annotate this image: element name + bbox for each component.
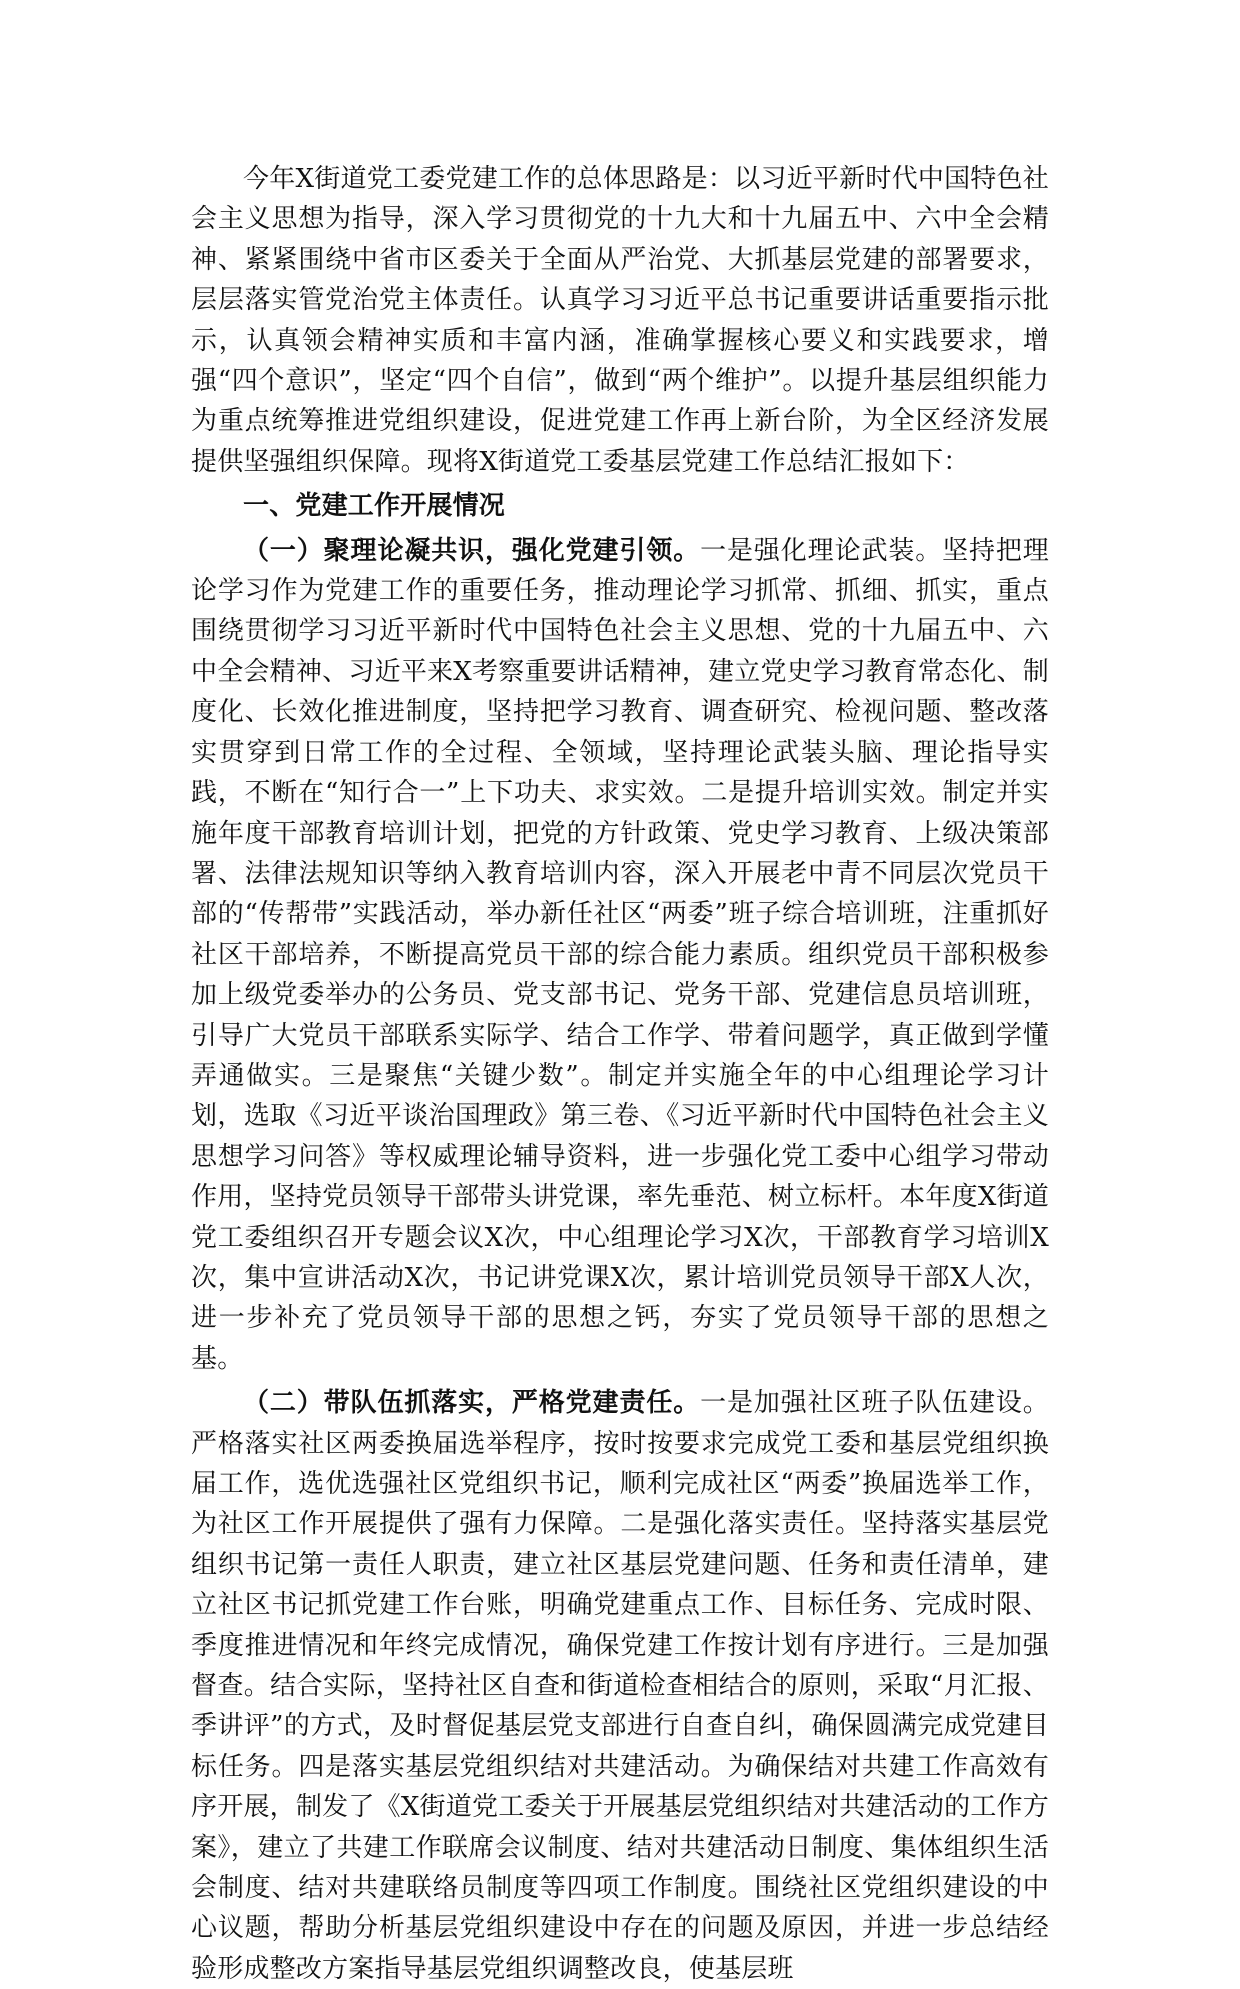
intro-paragraph: 今年X街道党工委党建工作的总体思路是：以习近平新时代中国特色社会主义思想为指导，深入学习贯彻党的十九大和十九届五中、六中全会精神、紧紧围绕中省市区委关于全面从严治党、大抓基层党建的部署要求，层层落实管党治党主体责任。认真学习习近平总书记重要讲话重要指示批示，认真领会精神实质和丰富内涵，准确掌握核心要义和实践要求，增强“四个意识”，坚定“四个自信”，做到“两个维护”。以提升基层组织能力为重点统筹推进党组织建设，促进党建工作再上新台阶，为全区经济发展提供坚强组织保障。现将X街道党工委基层党建工作总结汇报如下： (191, 164, 1049, 477)
subsection-title-2: （二）带队伍抓落实，严格党建责任。 (243, 1388, 701, 1419)
subsection-paragraph-1 (191, 531, 1049, 1380)
subsection-paragraph-2 (191, 1383, 1049, 1989)
subsection-title-1: （一）聚理论凝共识，强化党建引领。 (243, 535, 701, 566)
document-page (191, 159, 1049, 1989)
subsection-body-2: 一是加强社区班子队伍建设。严格落实社区两委换届选举程序，按时按要求完成党工委和基层党组织换届工作，选优选强社区党组织书记，顺利完成社区“两委”换届选举工作，为社区工作开展提供了强有力保障。二是强化落实责任。坚持落实基层党组织书记第一责任人职责，建立社区基层党建问题、任务和责任清单，建立社区书记抓党建工作台账，明确党建重点工作、目标任务、完成时限、季度推进情况和年终完成情况，确保党建工作按计划有序进行。三是加强督查。结合实际，坚持社区自查和街道检查相结合的原则，采取“月汇报、季讲评”的方式，及时督促基层党支部进行自查自纠，确保圆满完成党建目标任务。四是落实基层党组织结对共建活动。为确保结对共建工作高效有序开展，制发了《X街道党工委关于开展基层党组织结对共建活动的工作方案》，建立了共建工作联席会议制度、结对共建活动日制度、集体组织生活会制度、结对共建联络员制度等四项工作制度。围绕社区党组织建设的中心议题，帮助分析基层党组织建设中存在的问题及原因，并进一步总结经验形成整改方案指导基层党组织调整改良，使基层班 (191, 1388, 1049, 1984)
subsection-body-1: 一是强化理论武装。坚持把理论学习作为党建工作的重要任务，推动理论学习抓常、抓细、抓实，重点围绕贯彻学习习近平新时代中国特色社会主义思想、党的十九届五中、六中全会精神、习近平来X考察重要讲话精神，建立党史学习教育常态化、制度化、长效化推进制度，坚持把学习教育、调查研究、检视问题、整改落实贯穿到日常工作的全过程、全领域，坚持理论武装头脑、理论指导实践，不断在“知行合一”上下功夫、求实效。二是提升培训实效。制定并实施年度干部教育培训计划，把党的方针政策、党史学习教育、上级决策部署、法律法规知识等纳入教育培训内容，深入开展老中青不同层次党员干部的“传帮带”实践活动，举办新任社区“两委”班子综合培训班，注重抓好社区干部培养，不断提高党员干部的综合能力素质。组织党员干部积极参加上级党委举办的公务员、党支部书记、党务干部、党建信息员培训班，引导广大党员干部联系实际学、结合工作学、带着问题学，真正做到学懂弄通做实。三是聚焦“关键少数”。制定并实施全年的中心组理论学习计划，选取《习近平谈治国理政》第三卷、《习近平新时代中国特色社会主义思想学习问答》等权威理论辅导资料，进一步强化党工委中心组学习带动作用，坚持党员领导干部带头讲党课，率先垂范、树立标杆。本年度X街道党工委组织召开专题会议X次，中心组理论学习X次，干部教育学习培训X次，集中宣讲活动X次，书记讲党课X次，累计培训党员领导干部X人次，进一步补充了党员领导干部的思想之钙，夯实了党员领导干部的思想之基。 (191, 535, 1049, 1374)
section-heading: 一、党建工作开展情况 (243, 491, 506, 522)
